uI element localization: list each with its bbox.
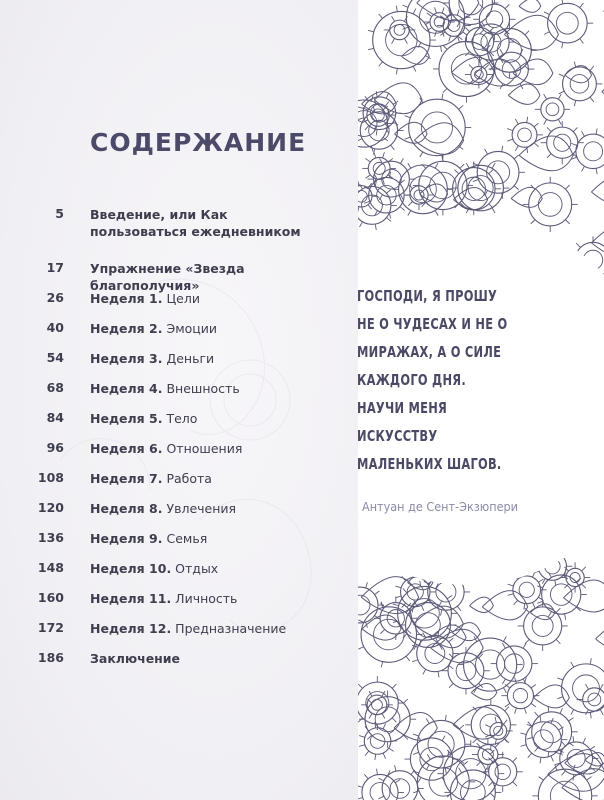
toc-entry-subtitle: Эмоции (162, 321, 218, 336)
toc-page-number: 26 (46, 290, 64, 305)
toc-entry-subtitle: Семья (162, 531, 208, 546)
toc-entry-bold: Неделя 10. (90, 561, 172, 576)
toc-entry-title (90, 320, 350, 337)
toc-entry-bold: Неделя 11. (90, 591, 172, 606)
toc-entry-subtitle: Работа (162, 471, 212, 486)
toc-page-number: 40 (46, 320, 64, 335)
toc-entry-bold: Неделя 6. (90, 441, 163, 456)
toc-entry-title (90, 206, 320, 240)
toc-entry-bold: Неделя 2. (90, 321, 163, 336)
toc-entry-bold: Упражнение «Звезда благополучия» (90, 261, 245, 293)
toc-entry-title (90, 470, 350, 487)
toc-entry-subtitle: Тело (162, 411, 198, 426)
toc-page-number: 54 (46, 350, 64, 365)
toc-entry-subtitle: Личность (171, 591, 238, 606)
toc-page-number: 108 (37, 470, 64, 485)
toc-entry-subtitle: Предназначение (171, 621, 287, 636)
toc-entry-title (90, 620, 350, 637)
toc-entry-bold: Неделя 1. (90, 291, 163, 306)
toc-entry-bold: Неделя 5. (90, 411, 163, 426)
toc-entry-subtitle: Цели (162, 291, 200, 306)
toc-page-number: 68 (46, 380, 64, 395)
toc-page-number: 148 (37, 560, 64, 575)
toc-entry-bold: Неделя 8. (90, 501, 163, 516)
quote-text: ГОСПОДИ, Я ПРОШУ НЕ О ЧУДЕСАХ И НЕ О МИРАЖАХ, А О СИЛЕ КАЖДОГО ДНЯ. НАУЧИ МЕНЯ ИСКУССТВУ МАЛЕНЬКИХ ШАГОВ. (357, 287, 508, 473)
toc-entry-title (90, 650, 350, 667)
toc-entry-title (90, 350, 350, 367)
toc-entry-bold: Неделя 3. (90, 351, 163, 366)
toc-entry-title (90, 410, 350, 427)
toc-entry-title (90, 590, 350, 607)
toc-entry-bold: Неделя 12. (90, 621, 172, 636)
toc-page-number: 5 (55, 206, 64, 221)
quote-author: Антуан де Сент-Экзюпери (362, 499, 518, 514)
toc-entry-subtitle: Увлечения (162, 501, 237, 516)
toc-entry-title (90, 260, 350, 294)
toc-page-number: 96 (46, 440, 64, 455)
toc-entry-title (90, 290, 350, 307)
toc-page-number: 160 (37, 590, 64, 605)
toc-page-number: 120 (37, 500, 64, 515)
toc-entry-title (90, 500, 350, 517)
toc-entry-bold: Заключение (90, 651, 181, 666)
toc-page-number: 172 (37, 620, 64, 635)
toc-entry-title (90, 440, 350, 457)
toc-entry-subtitle: Внешность (162, 381, 240, 396)
toc-entry-bold: Неделя 4. (90, 381, 163, 396)
toc-entry-subtitle: Отношения (162, 441, 243, 456)
toc-page-number: 17 (46, 260, 64, 275)
toc-page-number: 186 (37, 650, 64, 665)
toc-entry-subtitle: Отдых (171, 561, 219, 576)
toc-page-number: 136 (37, 530, 64, 545)
toc-entry-bold: Неделя 7. (90, 471, 163, 486)
toc-entry-bold: Неделя 9. (90, 531, 163, 546)
page-title: СОДЕРЖАНИЕ (90, 128, 307, 157)
toc-entry-title (90, 530, 350, 547)
toc-entry-bold: Введение, или Как пользоваться ежедневником (90, 207, 301, 239)
toc-entry-subtitle: Деньги (162, 351, 215, 366)
toc-entry-title (90, 380, 350, 397)
toc-page-number: 84 (46, 410, 64, 425)
toc-entry-title (90, 560, 350, 577)
